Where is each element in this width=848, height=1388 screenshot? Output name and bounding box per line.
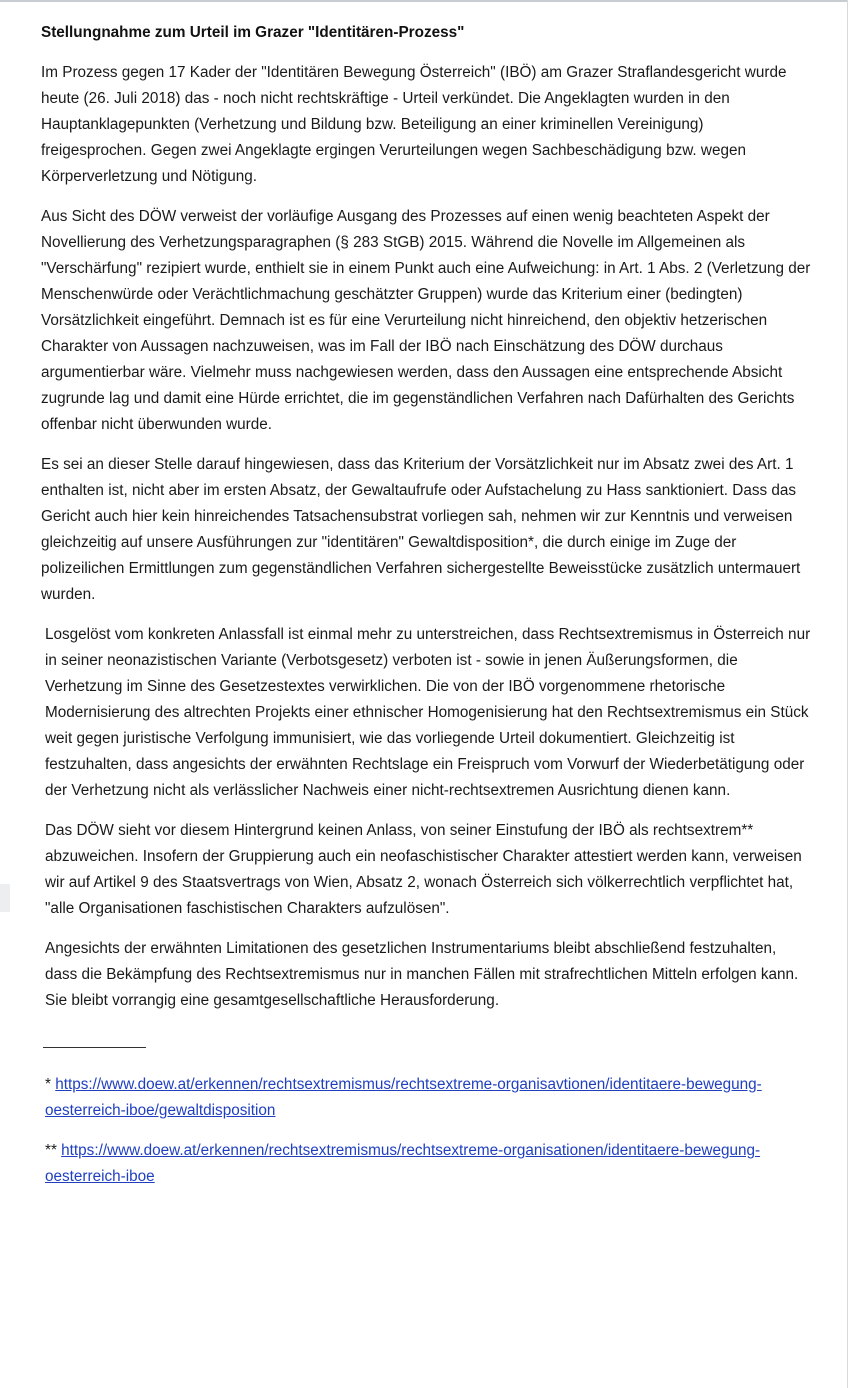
footnote-separator (43, 1047, 146, 1048)
footnote-2 (41, 1138, 811, 1190)
margin-marker (0, 884, 10, 912)
paragraph-novelle: Aus Sicht des DÖW verweist der vorläufige Ausgang des Prozesses auf einen wenig beachteten Aspekt der Novellierung des Verhetzungsparagraphen (§ 283 StGB) 2015. Während die Novelle im Allgemeinen als "Verschärfung" rezipiert wurde, enthielt sie in einem Punkt auch eine Aufweichung: in Art. 1 Abs. 2 (Verletzung der Menschenwürde oder Verächtlichmachung geschätzter Gruppen) wurde das Kriterium einer (bedingten) Vorsätzlichkeit eingeführt. Demnach ist es für eine Verurteilung nicht hinreichend, den objektiv hetzerischen Charakter von Aussagen nachzuweisen, was im Fall der IBÖ nach Einschätzung des DÖW durchaus argumentierbar wäre. Vielmehr muss nachgewiesen werden, dass den Aussagen eine entsprechende Absicht zugrunde lag und damit eine Hürde errichtet, die im gegenständlichen Verfahren nach Dafürhalten des Gerichts offenbar nicht überwunden wurde. (41, 208, 811, 433)
footnote-1-marker: * (45, 1076, 51, 1093)
paragraph-fazit: Angesichts der erwähnten Limitationen des gesetzlichen Instrumentariums bleibt abschließend festzuhalten, dass die Bekämpfung des Rechtsextremismus nur in manchen Fällen mit strafrechtlichen Mitteln erfolgen kann. Sie bleibt vorrangig eine gesamtgesellschaftliche Herausforderung. (45, 940, 799, 1009)
window-top-border (0, 0, 848, 2)
document-body (41, 22, 811, 1204)
footnote-1-link[interactable]: https://www.doew.at/erkennen/rechtsextremismus/rechtsextreme-organisavtionen/identitaere-bewegung-oesterreich-iboe/gewaltdisposition (45, 1076, 762, 1119)
paragraph-verdict: Im Prozess gegen 17 Kader der "Identitären Bewegung Österreich" (IBÖ) am Grazer Straflandesgericht wurde heute (26. Juli 2018) das - noch nicht rechtskräftige - Urteil verkündet. Die Angeklagten wurden in den Hauptanklagepunkten (Verhetzung und Bildung bzw. Beteiligung an einer kriminellen Vereinigung) freigesprochen. Gegen zwei Angeklagte ergingen Verurteilungen wegen Sachbeschädigung bzw. wegen Körperverletzung und Nötigung. (41, 64, 787, 185)
footnote-1 (41, 1072, 811, 1124)
paragraph-einstufung: Das DÖW sieht vor diesem Hintergrund keinen Anlass, von seiner Einstufung der IBÖ als rechtsextrem** abzuweichen. Insofern der Gruppierung auch ein neofaschistischer Charakter attestiert werden kann, verweisen wir auf Artikel 9 des Staatsvertrags von Wien, Absatz 2, wonach Österreich sich völkerrechtlich verpflichtet hat, "alle Organisationen faschistischen Charakters aufzulösen". (45, 822, 802, 917)
paragraph-rechtslage: Losgelöst vom konkreten Anlassfall ist einmal mehr zu unterstreichen, dass Rechtsextremismus in Österreich nur in seiner neonazistischen Variante (Verbotsgesetz) verboten ist - sowie in jenen Äußerungsformen, die Verhetzung im Sinne des Gesetzestextes verwirklichen. Die von der IBÖ vorgenommene rhetorische Modernisierung des altrechten Projekts einer ethnischer Homogenisierung hat den Rechtsextremismus ein Stück weit gegen juristische Verfolgung immunisiert, wie das vorliegende Urteil dokumentiert. Gleichzeitig ist festzuhalten, dass angesichts der erwähnten Rechtslage ein Freispruch vom Vorwurf der Wiederbetätigung oder der Verhetzung nicht als verlässlicher Nachweis einer nicht-rechtsextremen Ausrichtung dienen kann. (45, 626, 811, 799)
paragraph-vorsaetzlichkeit: Es sei an dieser Stelle darauf hingewiesen, dass das Kriterium der Vorsätzlichkeit nur im Absatz zwei des Art. 1 enthalten ist, nicht aber im ersten Absatz, der Gewaltaufrufe oder Aufstachelung zu Hass sanktioniert. Dass das Gericht auch hier kein hinreichendes Tatsachensubstrat vorliegen sah, nehmen wir zur Kenntnis und verweisen gleichzeitig auf unsere Ausführungen zur "identitären" Gewaltdisposition*, die durch einige im Zuge der polizeilichen Ermittlungen zum gegenständlichen Verfahren sichergestellte Beweisstücke zusätzlich untermauert wurden. (41, 456, 801, 603)
footnote-2-link[interactable]: https://www.doew.at/erkennen/rechtsextremismus/rechtsextreme-organisationen/identitaere-bewegung-oesterreich-iboe (45, 1142, 761, 1185)
document-title: Stellungnahme zum Urteil im Grazer "Identitären-Prozess" (41, 24, 465, 41)
footnote-2-marker: ** (45, 1142, 57, 1159)
